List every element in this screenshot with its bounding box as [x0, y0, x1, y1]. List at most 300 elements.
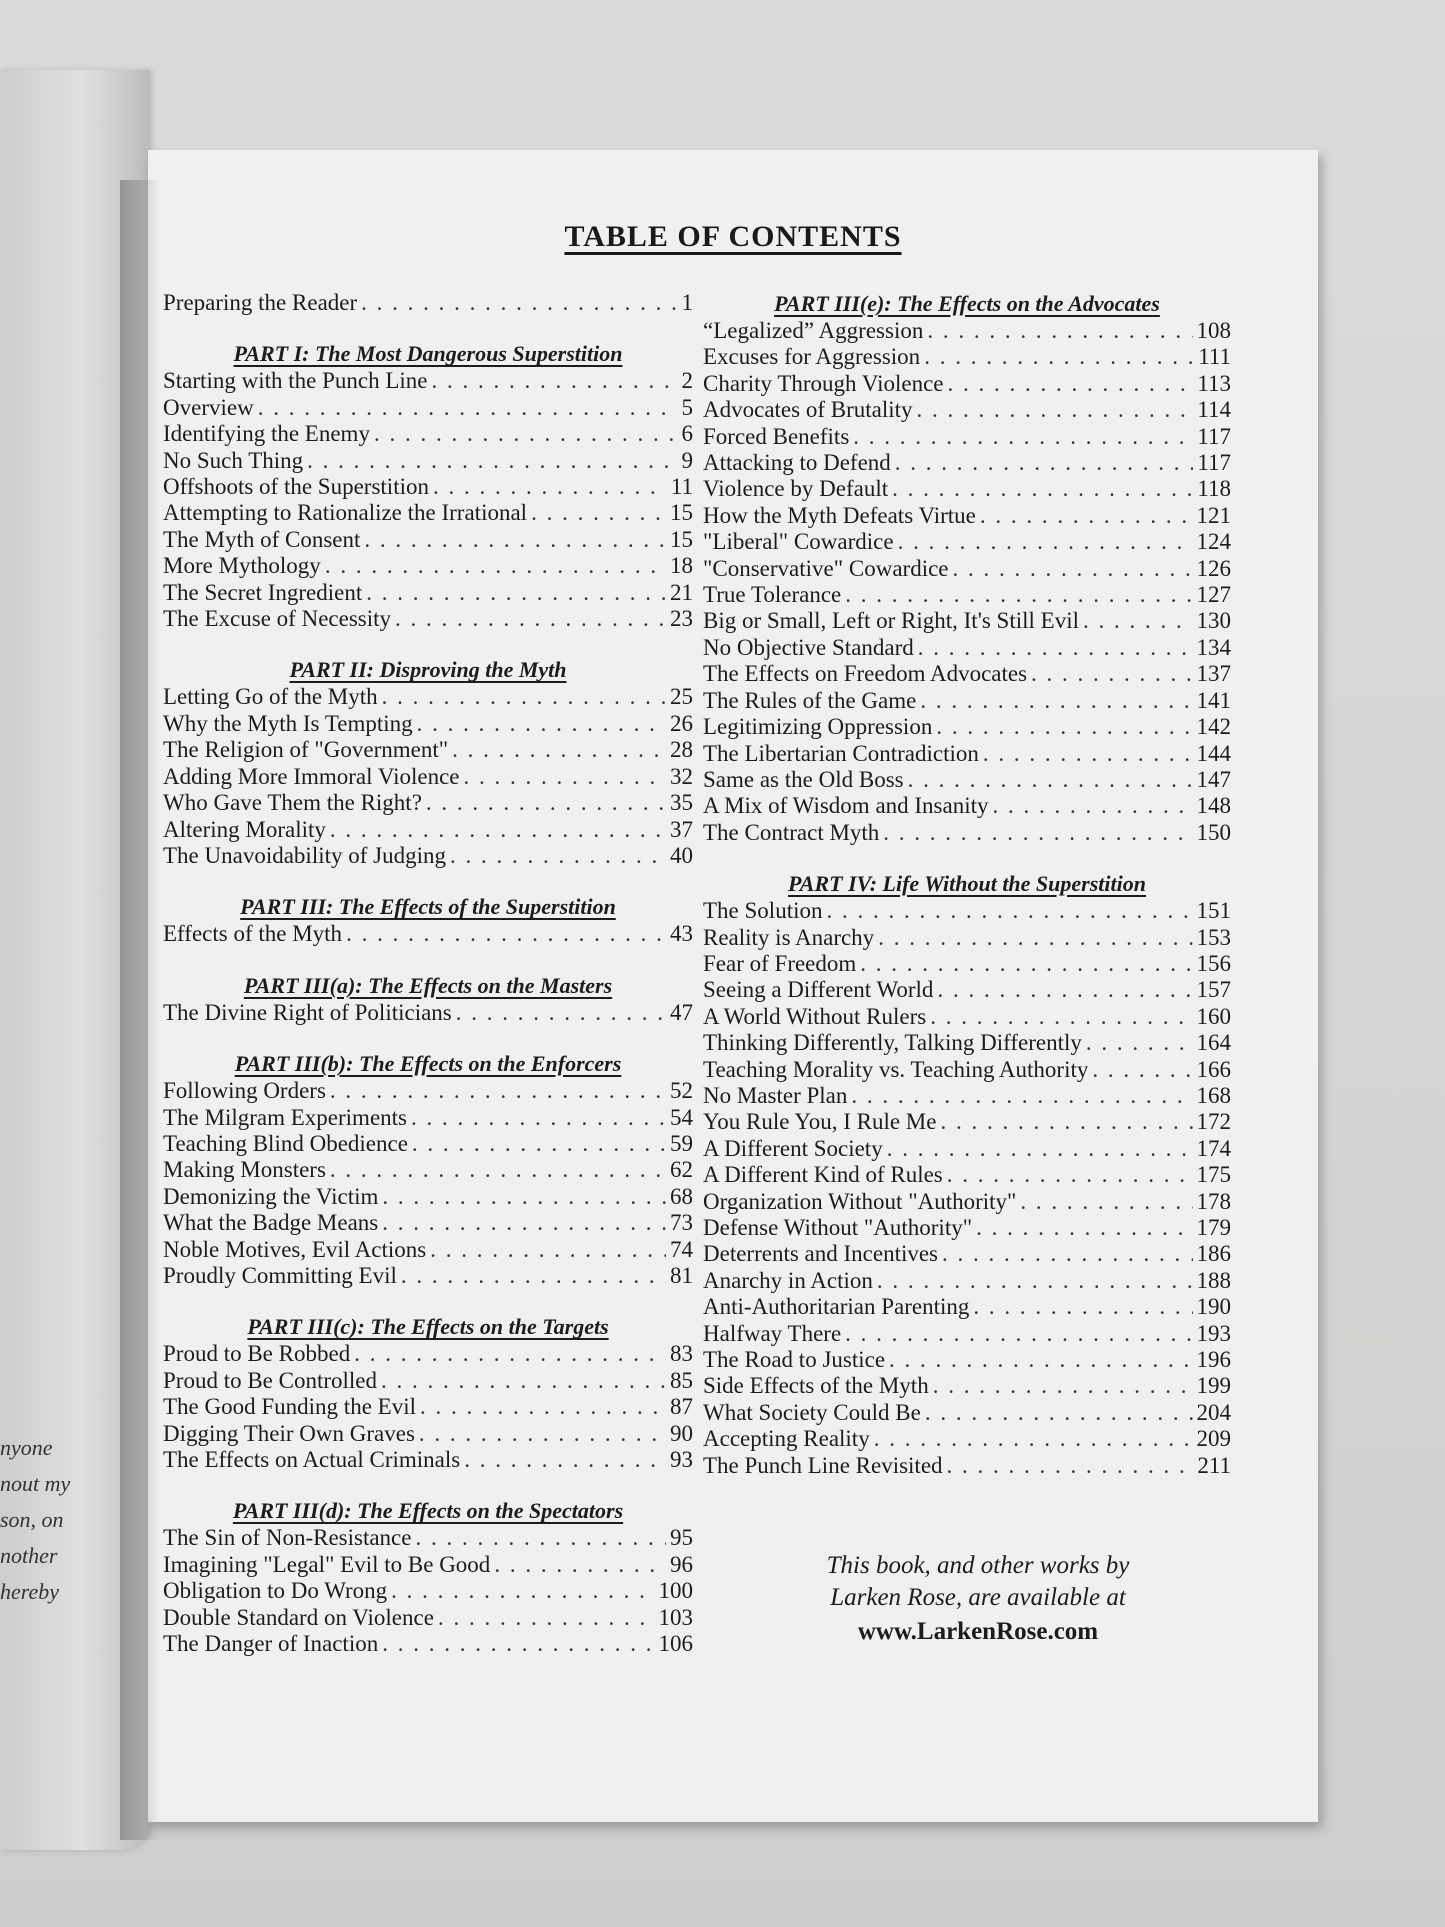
- toc-entry: [163, 1210, 693, 1236]
- toc-entry-title: Violence by Default: [703, 476, 889, 502]
- toc-entry-title: Proud to Be Controlled: [163, 1367, 378, 1393]
- toc-entry-page: 157: [1196, 977, 1231, 1003]
- toc-entry: [703, 503, 1231, 529]
- toc-entry-page: 148: [1196, 793, 1231, 819]
- toc-entry-title: The Myth of Consent: [163, 526, 361, 552]
- snippet-line: nother: [0, 1543, 58, 1568]
- toc-entry-page: 81: [670, 1262, 693, 1288]
- toc-entry: [163, 1605, 693, 1631]
- toc-entry: [703, 1189, 1231, 1215]
- leader-dots: [826, 898, 1192, 924]
- leader-dots: [878, 925, 1192, 951]
- toc-entry-page: 106: [658, 1631, 693, 1657]
- toc-entry-title: Advocates of Brutality: [703, 397, 913, 423]
- toc-entry-page: 114: [1197, 397, 1231, 423]
- toc-entry-page: 156: [1196, 950, 1231, 976]
- toc-entry: [703, 1241, 1231, 1267]
- toc-right-column: [703, 290, 1231, 1479]
- toc-entry-page: 151: [1196, 898, 1231, 924]
- toc-entry: [703, 977, 1231, 1003]
- toc-entry-page: 6: [681, 421, 693, 447]
- leader-dots: [401, 1263, 666, 1289]
- promo-line-2: Larken Rose, are available at: [830, 1584, 1126, 1611]
- section-heading: PART III(c): The Effects on the Targets: [247, 1314, 609, 1340]
- toc-entry-title: The Unavoidability of Judging: [163, 842, 446, 868]
- toc-entry: [163, 290, 693, 316]
- toc-entry-title: True Tolerance: [703, 582, 842, 608]
- toc-entry: [703, 1347, 1231, 1373]
- toc-entry-title: The Solution: [703, 898, 823, 924]
- toc-entry-page: 23: [670, 606, 693, 632]
- leader-dots: [851, 1083, 1192, 1109]
- leader-dots: [411, 1105, 666, 1131]
- toc-entry: [703, 1294, 1231, 1320]
- leader-dots: [412, 1131, 666, 1157]
- toc-entry: [703, 318, 1231, 344]
- toc-entry: [703, 1162, 1231, 1188]
- toc-entry-title: More Mythology: [163, 553, 321, 579]
- toc-entry: [163, 1578, 693, 1604]
- toc-entry-title: Reality is Anarchy: [703, 924, 875, 950]
- toc-entry-page: 144: [1196, 740, 1231, 766]
- toc-entry-title: Obligation to Do Wrong: [163, 1578, 388, 1604]
- leader-dots: [417, 711, 666, 737]
- toc-entry: [163, 527, 693, 553]
- leader-dots: [908, 767, 1193, 793]
- leader-dots: [920, 688, 1192, 714]
- toc-entry-page: 25: [670, 684, 693, 710]
- toc-entry: [703, 635, 1231, 661]
- toc-entry-title: Identifying the Enemy: [163, 421, 370, 447]
- leader-dots: [883, 820, 1192, 846]
- toc-entry: [703, 767, 1231, 793]
- promo-website: www.LarkenRose.com: [857, 1618, 1099, 1645]
- toc-entry-page: 204: [1196, 1399, 1231, 1425]
- toc-entry-title: Side Effects of the Myth: [703, 1373, 929, 1399]
- leader-dots: [415, 1525, 666, 1551]
- leader-dots: [354, 1341, 666, 1367]
- toc-entry-title: Seeing a Different World: [703, 977, 934, 1003]
- toc-entry-title: Demonizing the Victim: [163, 1183, 379, 1209]
- leader-dots: [431, 368, 677, 394]
- section-heading: PART III: The Effects of the Superstition: [240, 894, 616, 920]
- toc-entry: [163, 1525, 693, 1551]
- leader-dots: [464, 1447, 666, 1473]
- leader-dots: [877, 1268, 1193, 1294]
- toc-entry-title: The Milgram Experiments: [163, 1104, 407, 1130]
- toc-entry-title: Letting Go of the Myth: [163, 684, 378, 710]
- toc-entry: [163, 368, 693, 394]
- toc-entry-title: Proudly Committing Evil: [163, 1262, 397, 1288]
- leader-dots: [973, 1294, 1192, 1320]
- toc-entry-page: 96: [670, 1551, 693, 1577]
- leader-dots: [391, 1578, 654, 1604]
- toc-entry-title: “Legalized” Aggression: [703, 318, 924, 343]
- leader-dots: [531, 500, 666, 526]
- toc-entry-page: 2: [681, 368, 693, 394]
- toc-entry: [163, 1552, 693, 1578]
- toc-entry-title: Legitimizing Oppression: [703, 714, 933, 740]
- toc-entry-page: 32: [670, 763, 693, 789]
- toc-entry: [703, 1136, 1231, 1162]
- leader-dots: [494, 1552, 666, 1578]
- toc-entry-title: Forced Benefits: [703, 423, 850, 449]
- toc-entry: [163, 737, 693, 763]
- toc-entry: [703, 424, 1231, 450]
- leader-dots: [258, 395, 678, 421]
- toc-entry-page: 141: [1196, 687, 1231, 713]
- toc-entry-title: The Effects on Actual Criminals: [163, 1447, 461, 1472]
- toc-entry-page: 100: [658, 1578, 693, 1604]
- toc-entry-title: Preparing the Reader: [163, 290, 358, 315]
- leader-dots: [463, 764, 666, 790]
- toc-entry-title: The Contract Myth: [703, 819, 880, 845]
- toc-entry-page: 28: [670, 737, 693, 763]
- toc-entry-title: No Such Thing: [163, 447, 304, 473]
- toc-entry-page: 1: [681, 290, 693, 315]
- leader-dots: [426, 790, 666, 816]
- toc-entry: [703, 714, 1231, 740]
- toc-entry-page: 90: [670, 1420, 693, 1446]
- toc-entry-title: Digging Their Own Graves: [163, 1420, 415, 1446]
- toc-entry-title: Attempting to Rationalize the Irrational: [163, 500, 528, 526]
- toc-entry: [163, 1341, 693, 1367]
- toc-entry-title: Attacking to Defend: [703, 450, 891, 476]
- leader-dots: [924, 344, 1194, 370]
- toc-entry-page: 209: [1196, 1426, 1231, 1452]
- toc-entry-page: 174: [1196, 1135, 1231, 1161]
- section-heading: PART III(b): The Effects on the Enforcers: [234, 1051, 622, 1077]
- toc-entry-title: Double Standard on Violence: [163, 1604, 434, 1630]
- toc-entry-page: 147: [1196, 766, 1231, 792]
- toc-entry-title: The Libertarian Contradiction: [703, 740, 979, 766]
- leader-dots: [895, 450, 1194, 476]
- toc-entry-page: 172: [1196, 1109, 1231, 1135]
- toc-entry-title: Adding More Immoral Violence: [163, 763, 460, 789]
- toc-entry-page: 26: [670, 710, 693, 736]
- toc-entry-title: The Danger of Inaction: [163, 1631, 379, 1657]
- toc-entry: [163, 1421, 693, 1447]
- toc-entry: [703, 450, 1231, 476]
- toc-entry-title: The Divine Right of Politicians: [163, 999, 452, 1025]
- toc-entry: [703, 1400, 1231, 1426]
- leader-dots: [438, 1605, 655, 1631]
- toc-entry-title: Offshoots of the Superstition: [163, 474, 429, 500]
- toc-entry: [163, 843, 693, 869]
- toc-entry-page: 164: [1196, 1030, 1231, 1056]
- toc-entry: [163, 421, 693, 447]
- toc-entry-title: The Sin of Non-Resistance: [163, 1525, 412, 1551]
- leader-dots: [947, 1162, 1193, 1188]
- toc-entry-title: Making Monsters: [163, 1157, 326, 1183]
- toc-entry-title: The Effects on Freedom Advocates: [703, 661, 1028, 687]
- leader-dots: [892, 476, 1193, 502]
- toc-entry: [703, 688, 1231, 714]
- leader-dots: [918, 635, 1193, 661]
- toc-entry-page: 190: [1196, 1294, 1231, 1320]
- toc-entry: [703, 1030, 1231, 1056]
- leader-dots: [925, 1400, 1193, 1426]
- toc-entry-page: 21: [670, 579, 693, 605]
- toc-entry-page: 18: [670, 553, 693, 579]
- toc-entry-page: 186: [1196, 1241, 1231, 1267]
- toc-entry: [703, 741, 1231, 767]
- leader-dots: [933, 1373, 1193, 1399]
- toc-entry: [703, 820, 1231, 846]
- toc-page: [148, 150, 1318, 1822]
- toc-entry-title: What Society Could Be: [703, 1399, 921, 1425]
- leader-dots: [937, 977, 1192, 1003]
- leader-dots: [953, 556, 1193, 582]
- toc-entry: [703, 1083, 1231, 1109]
- toc-entry: [703, 582, 1231, 608]
- toc-entry-title: The Punch Line Revisited: [703, 1452, 943, 1478]
- leader-dots: [845, 582, 1192, 608]
- toc-entry: [703, 1453, 1231, 1479]
- toc-entry: [703, 1321, 1231, 1347]
- toc-entry-page: 199: [1196, 1373, 1231, 1399]
- leader-dots: [976, 1215, 1192, 1241]
- toc-entry: [163, 1447, 693, 1473]
- toc-entry: [703, 1004, 1231, 1030]
- toc-entry-page: 175: [1196, 1162, 1231, 1188]
- toc-entry-title: Organization Without "Authority": [703, 1188, 1017, 1214]
- snippet-line: nyone: [0, 1435, 53, 1460]
- toc-entry-page: 95: [670, 1525, 693, 1551]
- leader-dots: [1031, 661, 1192, 687]
- section-heading: PART III(d): The Effects on the Spectators: [232, 1498, 624, 1524]
- toc-entry-page: 134: [1196, 634, 1231, 660]
- toc-entry-title: A World Without Rulers: [703, 1003, 927, 1029]
- leader-dots: [942, 1241, 1192, 1267]
- toc-entry-page: 118: [1197, 476, 1231, 502]
- leader-dots: [382, 1631, 654, 1657]
- leader-dots: [361, 290, 677, 316]
- leader-dots: [382, 1184, 666, 1210]
- leader-dots: [845, 1321, 1192, 1347]
- toc-entry-title: Big or Small, Left or Right, It's Still Evil: [703, 608, 1079, 634]
- leader-dots: [382, 1210, 666, 1236]
- page-gutter-shadow: [120, 180, 160, 1840]
- toc-left-column: [163, 290, 693, 1657]
- leader-dots: [1083, 608, 1193, 634]
- toc-entry: [703, 951, 1231, 977]
- leader-dots: [898, 529, 1193, 555]
- toc-entry-title: The Road to Justice: [703, 1347, 886, 1373]
- toc-entry-title: The Rules of the Game: [703, 687, 917, 713]
- toc-entry-title: A Different Kind of Rules: [703, 1162, 943, 1188]
- toc-entry-page: 126: [1196, 555, 1231, 581]
- toc-entry-title: What the Badge Means: [163, 1210, 379, 1236]
- toc-entry: [163, 764, 693, 790]
- toc-entry: [703, 371, 1231, 397]
- toc-entry-title: A Different Society: [703, 1135, 883, 1161]
- toc-entry: [163, 1184, 693, 1210]
- toc-entry-page: 160: [1196, 1003, 1231, 1029]
- toc-entry-page: 73: [670, 1210, 693, 1236]
- toc-entry-title: Anarchy in Action: [703, 1267, 873, 1293]
- leader-dots: [874, 1426, 1193, 1452]
- toc-entry-page: 47: [670, 999, 693, 1025]
- toc-entry-page: 15: [670, 500, 693, 526]
- toc-entry: [703, 1268, 1231, 1294]
- toc-entry: [163, 395, 693, 421]
- toc-entry-title: The Religion of "Government": [163, 737, 449, 763]
- toc-entry-page: 54: [670, 1104, 693, 1130]
- toc-entry: [703, 556, 1231, 582]
- toc-entry: [163, 448, 693, 474]
- leader-dots: [366, 580, 666, 606]
- toc-entry: [163, 1000, 693, 1026]
- toc-entry-page: 74: [670, 1236, 693, 1262]
- toc-entry-title: Teaching Blind Obedience: [163, 1130, 408, 1156]
- toc-entry: [163, 500, 693, 526]
- toc-entry-page: 117: [1197, 450, 1231, 476]
- toc-entry-page: 15: [670, 526, 693, 552]
- toc-entry: [703, 344, 1231, 370]
- leader-dots: [930, 1004, 1192, 1030]
- toc-entry-page: 52: [670, 1078, 693, 1104]
- toc-entry-page: 35: [670, 790, 693, 816]
- toc-entry-page: 124: [1196, 529, 1231, 555]
- toc-entry-title: Following Orders: [163, 1078, 326, 1104]
- leader-dots: [917, 397, 1194, 423]
- leader-dots: [450, 843, 666, 869]
- leader-dots: [456, 1000, 666, 1026]
- toc-entry-page: 68: [670, 1183, 693, 1209]
- toc-entry-page: 11: [670, 474, 693, 500]
- toc-entry: [703, 608, 1231, 634]
- snippet-line: son, on: [0, 1507, 64, 1532]
- section-heading: PART I: The Most Dangerous Superstition: [233, 341, 623, 367]
- toc-entry-title: Who Gave Them the Right?: [163, 790, 422, 816]
- toc-entry-title: Why the Myth Is Tempting: [163, 710, 413, 736]
- leader-dots: [433, 474, 667, 500]
- toc-entry-title: No Objective Standard: [703, 634, 914, 660]
- promo-block: [738, 1550, 1218, 1650]
- toc-entry-page: 83: [670, 1341, 693, 1367]
- snippet-line: hereby: [0, 1579, 60, 1604]
- leader-dots: [948, 371, 1194, 397]
- section-heading: PART II: Disproving the Myth: [289, 657, 567, 683]
- toc-entry: [163, 1368, 693, 1394]
- toc-entry-page: 59: [670, 1130, 693, 1156]
- toc-entry-title: Proud to Be Robbed: [163, 1341, 351, 1367]
- toc-entry: [163, 684, 693, 710]
- toc-entry-page: 127: [1196, 582, 1231, 608]
- toc-entry-title: Defense Without "Authority": [703, 1215, 973, 1240]
- snippet-line: nout my: [0, 1471, 71, 1496]
- leader-dots: [940, 1109, 1192, 1135]
- toc-entry-title: Starting with the Punch Line: [163, 368, 428, 394]
- leader-dots: [325, 553, 666, 579]
- leader-dots: [420, 1394, 666, 1420]
- leader-dots: [330, 1078, 666, 1104]
- toc-entry-page: 142: [1196, 714, 1231, 740]
- leader-dots: [936, 714, 1192, 740]
- toc-entry-page: 43: [670, 921, 693, 947]
- leader-dots: [1092, 1057, 1192, 1083]
- toc-entry: [163, 1394, 693, 1420]
- toc-entry-title: Accepting Reality: [703, 1426, 870, 1452]
- toc-entry-page: 5: [681, 394, 693, 420]
- toc-entry-page: 211: [1197, 1452, 1231, 1478]
- toc-entry-title: "Conservative" Cowardice: [703, 555, 949, 581]
- toc-entry-title: The Good Funding the Evil: [163, 1394, 416, 1420]
- leader-dots: [330, 1157, 666, 1183]
- toc-entry-page: 179: [1196, 1215, 1231, 1240]
- leader-dots: [887, 1136, 1193, 1162]
- toc-entry-title: No Master Plan: [703, 1082, 848, 1108]
- toc-entry-page: 193: [1196, 1320, 1231, 1346]
- leader-dots: [927, 318, 1192, 344]
- leader-dots: [853, 424, 1193, 450]
- leader-dots: [860, 951, 1192, 977]
- previous-page-text: [0, 1430, 80, 1610]
- leader-dots: [381, 1368, 666, 1394]
- toc-entry-page: 188: [1196, 1267, 1231, 1293]
- leader-dots: [346, 921, 666, 947]
- leader-dots: [330, 817, 666, 843]
- leader-dots: [947, 1453, 1194, 1479]
- toc-entry: [163, 1237, 693, 1263]
- leader-dots: [430, 1237, 666, 1263]
- toc-entry-title: Teaching Morality vs. Teaching Authority: [703, 1056, 1089, 1082]
- page-title: TABLE OF CONTENTS: [564, 220, 902, 253]
- toc-entry-title: "Liberal" Cowardice: [703, 529, 894, 555]
- toc-entry-page: 113: [1197, 370, 1231, 396]
- toc-entry-page: 87: [670, 1394, 693, 1420]
- toc-entry-page: 137: [1196, 661, 1231, 687]
- section-heading: PART IV: Life Without the Superstition: [788, 871, 1146, 897]
- leader-dots: [382, 684, 666, 710]
- toc-entry: [163, 1157, 693, 1183]
- toc-entry: [163, 580, 693, 606]
- leader-dots: [452, 737, 666, 763]
- promo-line-1: This book, and other works by: [826, 1552, 1130, 1579]
- toc-entry-title: How the Myth Defeats Virtue: [703, 502, 976, 528]
- toc-entry-title: Altering Morality: [163, 816, 326, 842]
- toc-entry-page: 150: [1196, 819, 1231, 845]
- toc-entry-title: Excuses for Aggression: [703, 344, 921, 370]
- toc-entry: [163, 711, 693, 737]
- section-heading: PART III(a): The Effects on the Masters: [243, 972, 613, 998]
- toc-entry: [163, 921, 693, 947]
- toc-entry-page: 62: [670, 1157, 693, 1183]
- toc-entry: [163, 606, 693, 632]
- leader-dots: [993, 793, 1193, 819]
- toc-entry: [163, 790, 693, 816]
- toc-entry-page: 166: [1196, 1056, 1231, 1082]
- toc-entry: [703, 529, 1231, 555]
- toc-entry-title: Imagining "Legal" Evil to Be Good: [163, 1551, 491, 1577]
- toc-entry: [163, 1105, 693, 1131]
- toc-entry: [163, 817, 693, 843]
- toc-entry-title: The Excuse of Necessity: [163, 606, 392, 632]
- leader-dots: [1020, 1189, 1192, 1215]
- toc-entry: [703, 1426, 1231, 1452]
- toc-entry: [703, 1057, 1231, 1083]
- toc-entry-page: 153: [1196, 924, 1231, 950]
- toc-entry: [163, 1078, 693, 1104]
- toc-entry-page: 196: [1196, 1347, 1231, 1373]
- toc-entry-title: Halfway There: [703, 1320, 842, 1346]
- toc-entry: [703, 476, 1231, 502]
- toc-entry-title: Effects of the Myth: [163, 921, 343, 947]
- toc-entry-title: A Mix of Wisdom and Insanity: [703, 793, 989, 819]
- toc-entry-title: Thinking Differently, Talking Differently: [703, 1030, 1082, 1056]
- toc-entry: [703, 1109, 1231, 1135]
